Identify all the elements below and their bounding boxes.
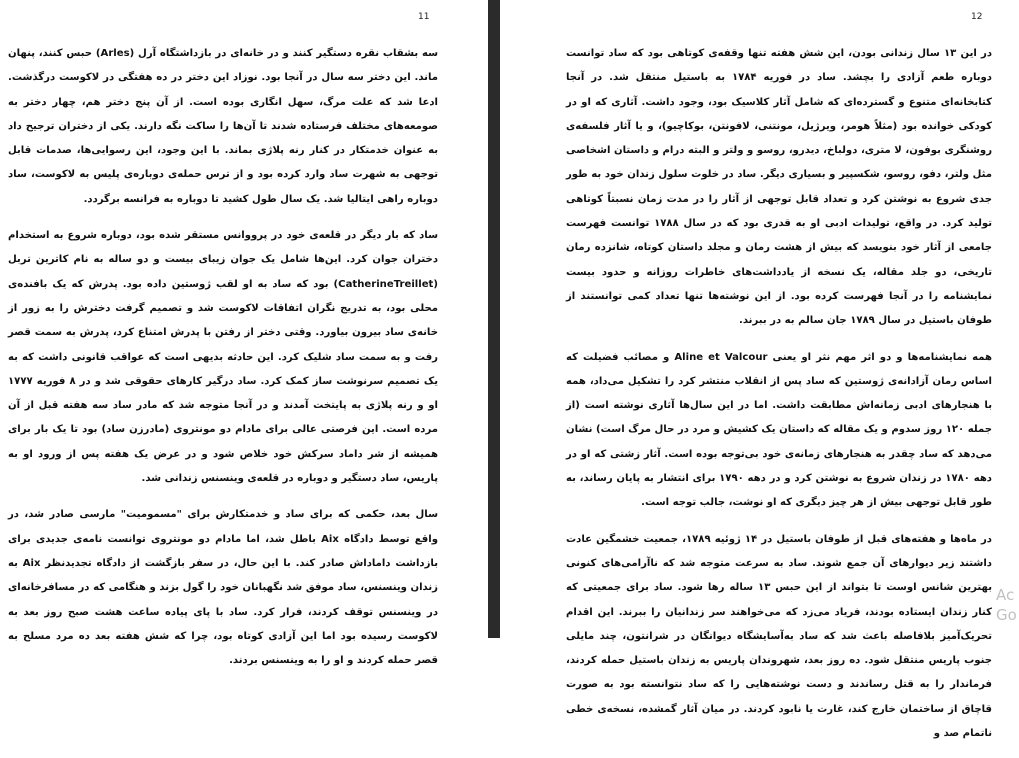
paragraph: سال بعد، حکمی که برای ساد و خدمتکارش برای "مسمومیت" مارسی صادر شد، در واقع توسط دادگاه Aix باطل شد، اما مادام دو مونتروی توانست نامه‌ی جدیدی برای بازداشت داماداش صادر کند. با این حال، در سفر بازگشت از دادگاه تجدیدنظر Aix به زندان وینسنس، ساد موفق شد نگهبانان خود را گول بزند و هنگامی که در مسافرخانه‌ای در وینسنس توقف کردند، فرار کرد. ساد با پای پیاده ساعت هشت صبح روز بعد به لاکوست رسیده بود اما این آزادی کوتاه بود، چرا که شش هفته بعد ده مرد مسلح به قصر حمله کردند و او را به وینسنس بردند. bbox=[8, 509, 438, 667]
paragraph: در این ۱۳ سال زندانی بودن، این شش هفته تنها وقفه‌ی کوتاهی بود که ساد توانست دوباره طعم آزادی را بچشد. ساد در فوریه ۱۷۸۴ به باستیل منتقل شد. در آنجا کتابخانه‌ای متنوع و گسترده‌ای که شامل آثار کلاسیک بود، وجود داشت. آثاری که او در کودکی خوانده بود (مثلاً هومر، ویرژیل، مونتنی، لافونتن، بوکاچیو)، و یا آثار فلسفه‌ی روشنگری بوفون، لا متری، دولباخ، دیدرو، روسو و ولتر و البته درام و داستان اشخاصی مثل ولتر، دفو، روسو، شکسپیر و بسیاری دیگر. ساد در خلوت سلول زندان خود به طور جدی شروع به نوشتن کرد و تعداد قابل توجهی از آثار را در مدت زمان نسبتاً کوتاهی تولید کرد. در واقع، تولیدات ادبی او به قدری بود که در سال ۱۷۸۸ توانست فهرست جامعی از آثار خود بنویسد که بیش از هشت رمان و مجلد داستان کوتاه، شانزده رمان تاریخی، دو جلد مقاله، یک نسخه از یادداشت‌های خاطرات روزانه و حدود بیست نمایشنامه را در آنجا فهرست کرده بود. از این نوشته‌ها تنها تعداد کمی توانستند از طوفان باستیل در سال ۱۷۸۹ جان سالم به در ببرند. bbox=[566, 48, 992, 327]
page-number: 11 bbox=[418, 12, 430, 22]
activation-watermark bbox=[996, 585, 1019, 625]
paragraph: ساد که بار دیگر در قلعه‌ی خود در پرووانس مستقر شده بود، دوباره شروع به استخدام دختران جوان کرد. این‌ها شامل یک جوان زیبای بیست و دو ساله به نام کاترین تربل (CatherineTreillet) بود که ساد به او لقب ژوستین داده بود. پدرش که یک بافنده‌ی محلی بود، به تدریج نگران اتفاقات لاکوست شد و تصمیم گرفت دخترش را به زور از خانه‌ی ساد بیرون بیاورد. وقتی دختر از رفتن با پدرش امتناع کرد، پدرش به سمت قصر رفت و به سمت ساد شلیک کرد. این حادثه بدیهی است که عواقب قانونی داشت که به یک تصمیم سرنوشت ساز کمک کرد. ساد درگیر کارهای حقوقی شد و در ۸ فوریه ۱۷۷۷ او و رنه پلاژی به پایتخت آمدند و در آنجا متوجه شد که مادر ساد سه هفته قبل از آن مرده است. این فرصتی عالی برای مادام دو مونتروی (مادرزن ساد) بود تا یک بار برای همیشه از شر داماد سرکش خود خلاص شود و در عرض یک هفته پس از ورود او به پاریس، ساد دستگیر و دوباره در قلعه‌ی وینسنس زندانی شد. bbox=[8, 230, 438, 485]
page-right bbox=[500, 0, 1019, 740]
page-number: 12 bbox=[971, 12, 983, 22]
watermark-line-1: Ac bbox=[996, 586, 1015, 604]
page-text bbox=[566, 42, 992, 758]
page-left bbox=[0, 0, 488, 667]
watermark-line-2: Go bbox=[996, 606, 1017, 624]
page-gutter bbox=[488, 0, 500, 638]
paragraph: سه بشقاب نقره دستگیر کنند و در خانه‌ای در بازداشتگاه آرل (Arles) حبس کنند، پنهان ماند. این دختر سه سال در آنجا بود. نوزاد این دختر در ده هفتگی در لاکوست درگذشت. ادعا شد که علت مرگ، سهل انگاری بوده است. از آن پنج دختر هم، چهار دختر به صومعه‌های مختلف فرستاده شدند تا آن‌ها را ساکت نگه دارند. یکی از دختران ترجیح داد به عنوان خدمتکار در کنار رنه پلاژی بماند. با این وجود، این رسوایی‌ها، صدمات قابل توجهی به شهرت ساد وارد کرده بود و از ترس حمله‌ی دوباره‌ی پلیس به لاکوست، ساد دوباره راهی ایتالیا شد. یک سال طول کشید تا دوباره به فرانسه برگردد. bbox=[8, 48, 438, 205]
paragraph: در ماه‌ها و هفته‌های قبل از طوفان باستیل در ۱۴ ژوئیه ۱۷۸۹، جمعیت خشمگین عادت داشتند زیر دیوارهای آن جمع شوند. ساد به سرعت متوجه شد که ناآرامی‌های کنونی بهترین شانس اوست تا بتواند از این حبس ۱۳ ساله رها شود. ساد برای جمعیتی که کنار زندان ایستاده بودند، فریاد می‌زد که می‌خواهند سر زندانیان را ببرند. این اقدام تحریک‌آمیز بلافاصله باعث شد که ساد به‌آسایشگاه دیوانگان در شرانتون، چند مایلی جنوب پاریس منتقل شود. ده روز بعد، شهروندان پاریس به زندان باستیل حمله کردند، فرماندار را به قتل رساندند و دست نوشته‌هایی را که ساد نتوانسته بود به صورت قاچاق از ساختمان خارج کند، غارت یا نابود کردند. در میان آثار گمشده، نسخه‌ی خطی ناتمام صد و bbox=[566, 533, 992, 740]
paragraph: همه نمایشنامه‌ها و دو اثر مهم نثر او یعنی Aline et Valcour و مصائب فضیلت که اساس رمان آزادانه‌ی ژوستین که ساد پس از انقلاب منتشر کرد را تشکیل می‌داد، همه با هنجارهای ادبی زمانه‌اش مطابقت داشت. اما در این سال‌ها آثاری نوشته است (از جمله ۱۲۰ روز سدوم و یک مقاله که داستان یک کشیش و مرد در حال مرگ است) نشان می‌دهد که ساد چقدر به هنجارهای زمانه‌ی خود بی‌توجه بوده است. آثار زشتی که او در دهه ۱۷۸۰ در زندان شروع به نوشتن کرد و در دهه ۱۷۹۰ برای انتشار به پایان رساند، به طور قابل توجهی بیش از هر چیز دیگری که او نوشت، جالب توجه است. bbox=[565, 351, 993, 509]
page-text bbox=[8, 42, 438, 685]
